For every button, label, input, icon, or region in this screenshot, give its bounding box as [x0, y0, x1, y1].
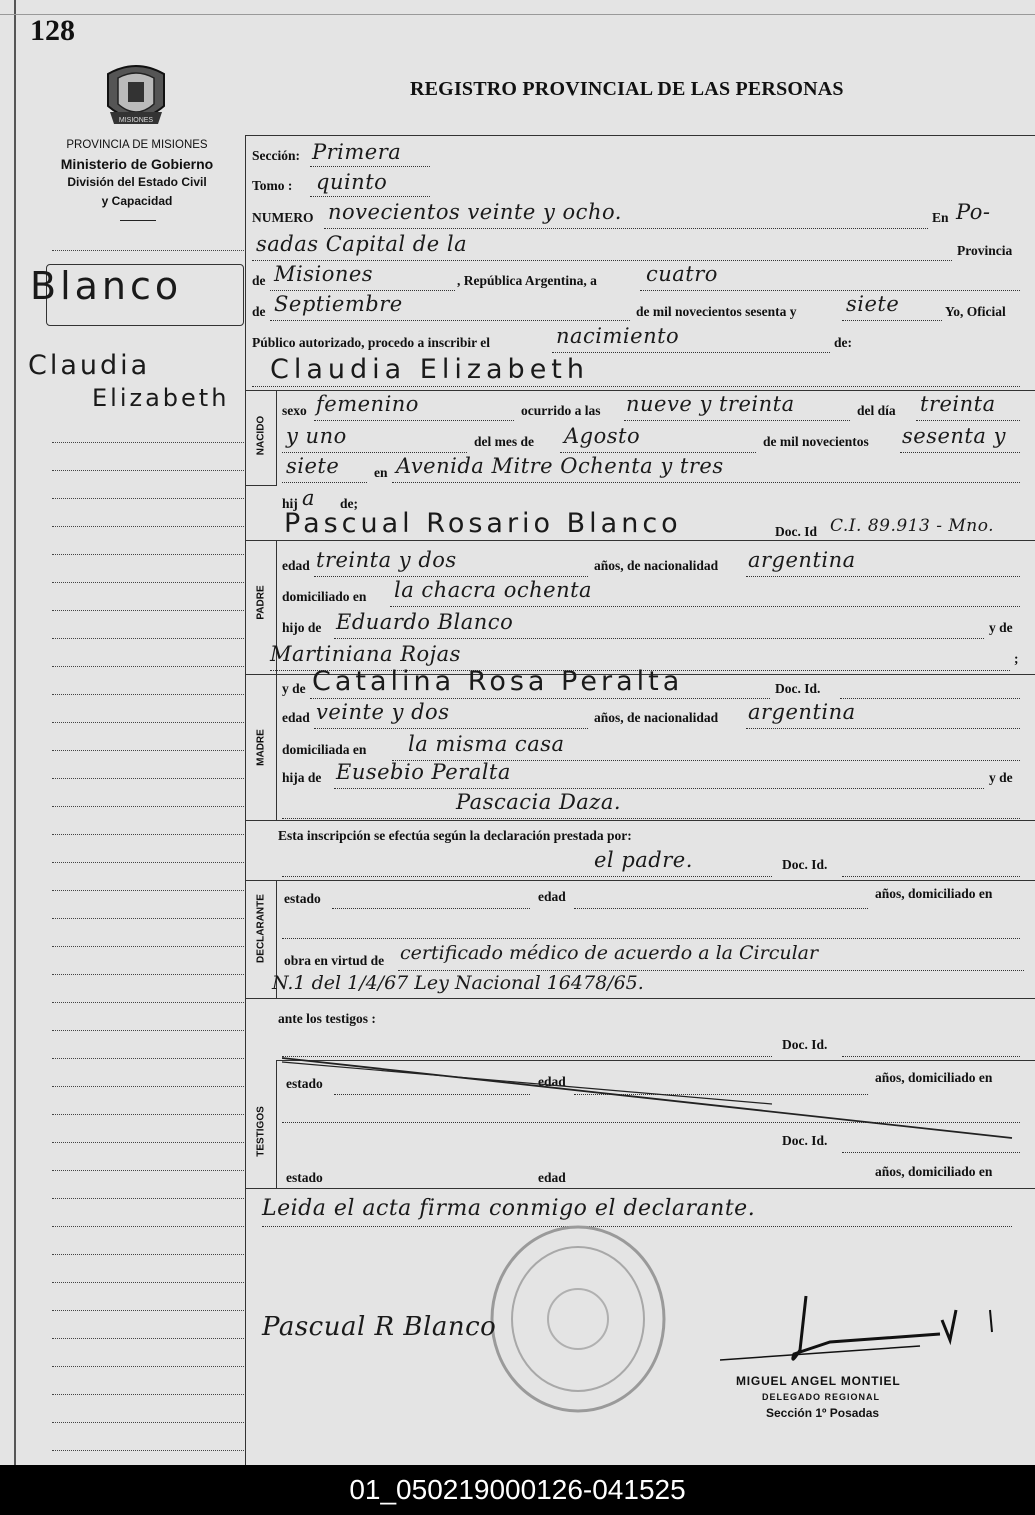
father-nac-label: años, de nacionalidad — [594, 558, 719, 573]
margin-line — [52, 1198, 244, 1199]
declarant-signature: Pascual R Blanco — [262, 1312, 497, 1342]
declarant-doc-field — [842, 856, 1020, 877]
witness1-estado-label: estado — [286, 1076, 323, 1091]
section-rule — [245, 390, 1035, 391]
child-name: Claudia Elizabeth — [270, 354, 590, 385]
margin-given-2: Elizabeth — [92, 384, 230, 412]
section-rule — [245, 1188, 1035, 1189]
witness2-estado-label: estado — [286, 1170, 323, 1185]
margin-line — [52, 582, 244, 583]
declaration-intro: Esta inscripción se efectúa según la declaración prestada por: — [278, 828, 632, 843]
section-rule — [245, 880, 1035, 881]
ocurrido-label: ocurrido a las — [521, 403, 601, 418]
margin-line — [52, 1030, 244, 1031]
witness1-anos-label: años, domiciliado en — [875, 1070, 993, 1085]
witness1-doc-field — [842, 1036, 1020, 1057]
yo-label: Yo, Oficial — [945, 304, 1006, 319]
birthplace-value: Avenida Mitre Ochenta y tres — [396, 454, 724, 478]
provincia-label: Provincia — [957, 243, 1013, 258]
father-edad-value: treinta y dos — [316, 548, 457, 572]
father-hijo-label: hijo de — [282, 620, 322, 635]
margin-line — [52, 1254, 244, 1255]
org-line-2: Ministerio de Gobierno — [60, 156, 214, 172]
witness1-edad-label: edad — [538, 1074, 566, 1089]
section-rule — [245, 998, 1035, 999]
margin-line — [52, 974, 244, 975]
declarant-field — [282, 856, 772, 877]
hija-label-2: de; — [340, 496, 358, 511]
madre-section-label: MADRE — [255, 729, 267, 766]
mil2-label: de mil novecientos — [763, 434, 869, 449]
tomo-label: Tomo : — [252, 178, 293, 193]
margin-line — [52, 750, 244, 751]
margin-line — [52, 834, 244, 835]
father-dom-value: la chacra ochenta — [394, 578, 593, 602]
section-rule — [245, 540, 1035, 541]
margin-line — [52, 722, 244, 723]
mother-mother-value: Pascacia Daza. — [456, 790, 622, 814]
act-value: nacimiento — [556, 324, 680, 348]
en-value: Po- — [956, 200, 991, 224]
margin-given-1: Claudia — [28, 350, 151, 381]
mother-nac-label: años, de nacionalidad — [594, 710, 719, 725]
witness2-doc-label: Doc. Id. — [782, 1133, 828, 1148]
mother-nac-value: argentina — [748, 700, 856, 724]
margin-line — [52, 890, 244, 891]
margin-line — [52, 1142, 244, 1143]
madre-divider — [276, 674, 277, 820]
margin-surname: Blanco — [30, 264, 183, 308]
de2-label: de — [252, 304, 266, 319]
declarant-estado-label: estado — [284, 891, 321, 906]
testigos-intro: ante los testigos : — [278, 1011, 376, 1026]
father-doc-value: C.I. 89.913 - Mno. — [830, 516, 995, 536]
margin-line — [52, 666, 244, 667]
seal-emblem — [100, 56, 172, 132]
testigos-divider — [276, 1060, 277, 1188]
hija-value: a — [302, 486, 316, 510]
year-value-2: siete — [286, 454, 340, 478]
org-line-1: PROVINCIA DE MISIONES — [66, 139, 208, 151]
official-title: DELEGADO REGIONAL — [762, 1392, 881, 1402]
margin-line — [52, 554, 244, 555]
witness1-doc-label: Doc. Id. — [782, 1037, 828, 1052]
declarant-value: el padre. — [594, 848, 693, 872]
page-top-edge — [0, 14, 1035, 15]
republica-label: , República Argentina, a — [457, 273, 597, 288]
margin-line — [52, 638, 244, 639]
en2-label: en — [374, 465, 388, 480]
nacido-divider — [276, 390, 277, 485]
margin-line — [52, 1338, 244, 1339]
official-section: Sección 1º Posadas — [766, 1406, 880, 1420]
margin-line — [52, 470, 244, 471]
numero-label: NUMERO — [252, 210, 314, 225]
margin-line — [52, 806, 244, 807]
mother-yde-label: y de — [282, 681, 306, 696]
mother-yde2-label: y de — [989, 770, 1013, 785]
declarant-estado-field — [332, 888, 530, 909]
content-left-rule — [245, 135, 246, 1465]
mil-label: de mil novecientos sesenta y — [636, 304, 797, 319]
mother-edad-value: veinte y dos — [316, 700, 450, 724]
margin-line — [52, 1170, 244, 1171]
margin-line — [52, 1450, 244, 1451]
margin-line — [52, 1422, 244, 1423]
province-value: Misiones — [274, 262, 374, 286]
mother-father-value: Eusebio Peralta — [336, 760, 511, 784]
page-left-edge — [14, 0, 16, 1465]
day-value: cuatro — [646, 262, 718, 286]
father-edad-label: edad — [282, 558, 310, 573]
margin-line — [52, 1366, 244, 1367]
day-value-1: treinta — [920, 392, 996, 416]
father-name: Pascual Rosario Blanco — [284, 508, 682, 539]
father-yde-label: y de — [989, 620, 1013, 635]
seccion-label: Sección: — [252, 148, 300, 163]
father-father-value: Eduardo Blanco — [336, 610, 514, 634]
mes-value: Agosto — [564, 424, 641, 448]
hija-label-1: hij — [282, 496, 298, 511]
father-dom-label: domiciliado en — [282, 589, 367, 604]
declarant-anos-label: años, domiciliado en — [875, 886, 993, 901]
margin-line — [52, 1394, 244, 1395]
father-mother-value: Martiniana Rojas — [270, 642, 461, 666]
org-line-4: y Capacidad — [101, 194, 173, 208]
margin-line — [52, 1058, 244, 1059]
place-value: sadas Capital de la — [256, 232, 468, 256]
org-line-3: División del Estado Civil — [67, 175, 207, 189]
margin-line — [52, 1002, 244, 1003]
content-top-rule — [245, 135, 1035, 136]
father-nac-value: argentina — [748, 548, 856, 572]
mother-name: Catalina Rosa Peralta — [312, 666, 684, 697]
witness1-field — [282, 1036, 772, 1057]
month-value: Septiembre — [274, 292, 403, 316]
page-number: 128 — [30, 14, 75, 47]
declarant-edad-field — [574, 888, 868, 909]
father-doc-label: Doc. Id — [775, 524, 818, 539]
seccion-value: Primera — [312, 140, 402, 164]
issuing-authority — [36, 136, 238, 211]
dia-label: del día — [857, 403, 896, 418]
cancel-lines — [282, 1056, 1022, 1148]
mother-mother-field — [282, 798, 1020, 819]
margin-line — [52, 250, 244, 251]
section-rule — [245, 820, 1035, 821]
margin-line — [52, 694, 244, 695]
en-label: En — [932, 210, 949, 225]
org-underline — [120, 220, 156, 221]
publico-label: Público autorizado, procedo a inscribir el — [252, 335, 490, 350]
year-value: siete — [846, 292, 900, 316]
padre-section-label: PADRE — [255, 585, 267, 620]
nacido-section-label: NACIDO — [255, 415, 267, 456]
margin-line — [52, 610, 244, 611]
day-value-2: y uno — [286, 424, 347, 448]
margin-line — [52, 1310, 244, 1311]
margin-line — [52, 1226, 244, 1227]
testigos-section-label: TESTIGOS — [255, 1106, 267, 1157]
de-label: de — [252, 273, 266, 288]
mother-dom-value: la misma casa — [408, 732, 565, 756]
official-stamp — [488, 1224, 668, 1414]
year-value-1: sesenta y — [902, 424, 1006, 448]
margin-line — [52, 1282, 244, 1283]
father-semicolon: ; — [1014, 651, 1019, 666]
image-identifier: 01_050219000126-041525 — [0, 1465, 1035, 1515]
section-rule — [245, 485, 277, 486]
mother-doc-field — [840, 678, 1020, 699]
margin-line — [52, 442, 244, 443]
declarant-edad-label: edad — [538, 889, 566, 904]
mother-doc-label: Doc. Id. — [775, 681, 821, 696]
mes-label: del mes de — [474, 434, 534, 449]
margin-line — [52, 1086, 244, 1087]
sexo-label: sexo — [282, 403, 307, 418]
mother-hija-label: hija de — [282, 770, 322, 785]
obra-label: obra en virtud de — [284, 953, 385, 968]
declarante-section-label: DECLARANTE — [255, 894, 267, 963]
witness2-estado-field — [334, 1168, 530, 1189]
closing-text: Leida el acta firma conmigo el declarante. — [262, 1196, 756, 1221]
de3-label: de: — [834, 335, 852, 350]
margin-line — [52, 526, 244, 527]
obra-value-2: N.1 del 1/4/67 Ley Nacional 16478/65. — [272, 972, 644, 994]
mother-dom-label: domiciliada en — [282, 742, 367, 757]
witness2-edad-label: edad — [538, 1170, 566, 1185]
margin-line — [52, 1114, 244, 1115]
official-name: MIGUEL ANGEL MONTIEL — [736, 1374, 901, 1388]
sexo-value: femenino — [316, 392, 419, 416]
margin-line — [52, 918, 244, 919]
witness2-edad-field — [574, 1168, 868, 1189]
hour-value: nueve y treinta — [626, 392, 795, 416]
registry-title: REGISTRO PROVINCIAL DE LAS PERSONAS — [410, 78, 844, 100]
tomo-value: quinto — [316, 170, 388, 194]
margin-line — [52, 946, 244, 947]
numero-value: novecientos veinte y ocho. — [328, 200, 622, 224]
margin-line — [52, 498, 244, 499]
margin-line — [52, 778, 244, 779]
declarant-doc-label: Doc. Id. — [782, 857, 828, 872]
margin-line — [52, 862, 244, 863]
mother-edad-label: edad — [282, 710, 310, 725]
svg-text:MISIONES: MISIONES — [118, 117, 154, 124]
obra-value-1: certificado médico de acuerdo a la Circular — [400, 942, 819, 964]
witness2-anos-label: años, domiciliado en — [875, 1164, 993, 1179]
declarant-address-field — [282, 920, 1020, 939]
official-signature — [720, 1290, 1010, 1380]
